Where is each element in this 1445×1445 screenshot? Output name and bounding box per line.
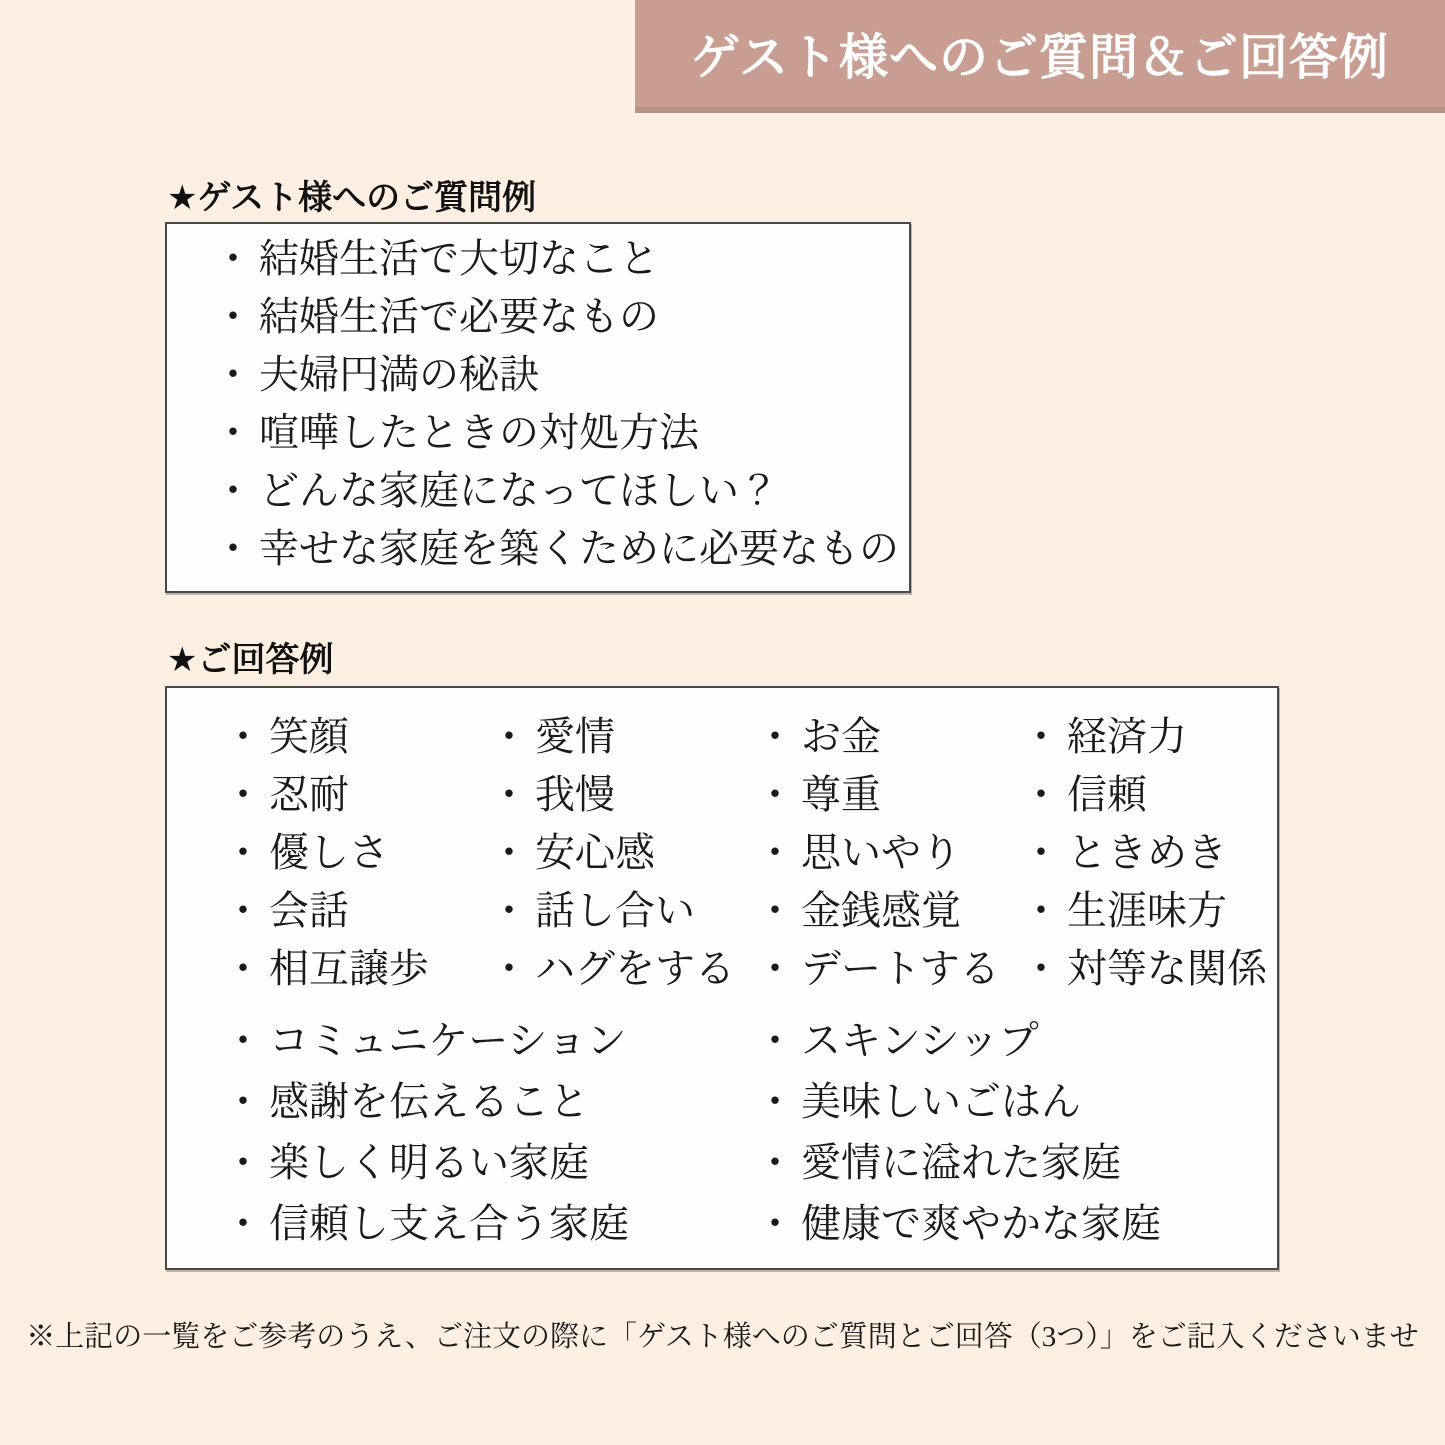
bullet-icon: ・ — [755, 1018, 795, 1063]
bullet-icon: ・ — [1021, 772, 1061, 817]
bullet-icon: ・ — [489, 830, 529, 875]
list-item — [489, 882, 755, 940]
list-item — [755, 1071, 1257, 1132]
list-item — [755, 1193, 1257, 1254]
answer-text: コミュニケーション — [269, 1018, 627, 1063]
bullet-icon: ・ — [755, 1140, 795, 1185]
answer-text: 忍耐 — [269, 772, 349, 817]
list-item — [223, 1132, 755, 1193]
list-item — [213, 288, 899, 346]
list-item — [223, 708, 489, 766]
answer-text: 愛情に溢れた家庭 — [801, 1140, 1121, 1185]
question-text: 結婚生活で必要なもの — [259, 294, 659, 339]
bullet-icon: ・ — [1021, 830, 1061, 875]
list-item — [223, 1071, 755, 1132]
list-item — [223, 766, 489, 824]
list-item — [755, 708, 1021, 766]
bullet-icon: ・ — [489, 714, 529, 759]
bullet-icon: ・ — [213, 236, 253, 281]
answer-text: 思いやり — [801, 830, 961, 875]
list-item — [223, 824, 489, 882]
list-item — [223, 1010, 755, 1071]
bullet-icon: ・ — [213, 352, 253, 397]
answer-text: 尊重 — [801, 772, 881, 817]
answer-text: 愛情 — [535, 714, 615, 759]
question-text: 喧嘩したときの対処方法 — [259, 410, 699, 455]
list-item — [1021, 766, 1267, 824]
bullet-icon: ・ — [213, 526, 253, 571]
question-text: 幸せな家庭を築くために必要なもの — [259, 526, 899, 571]
bullet-icon: ・ — [755, 888, 795, 933]
answer-text: 会話 — [269, 888, 349, 933]
bullet-icon: ・ — [223, 1018, 263, 1063]
answer-text: 生涯味方 — [1067, 888, 1227, 933]
list-item — [1021, 940, 1267, 998]
bullet-icon: ・ — [223, 1201, 263, 1246]
bullet-icon: ・ — [213, 410, 253, 455]
list-item — [223, 940, 489, 998]
answer-text: 相互譲歩 — [269, 946, 429, 991]
question-text: どんな家庭になってほしい？ — [259, 468, 779, 513]
list-item — [489, 708, 755, 766]
list-item — [489, 766, 755, 824]
question-text: 結婚生活で大切なこと — [259, 236, 659, 281]
answer-text: 我慢 — [535, 772, 615, 817]
answer-text: 優しさ — [269, 830, 389, 875]
bullet-icon: ・ — [223, 946, 263, 991]
header-banner — [635, 0, 1445, 113]
answers-grid-2col — [223, 1010, 1257, 1254]
bullet-icon: ・ — [1021, 714, 1061, 759]
answer-text: 対等な関係 — [1067, 946, 1267, 991]
bullet-icon: ・ — [489, 772, 529, 817]
answer-text: ハグをする — [535, 946, 735, 991]
list-item — [223, 882, 489, 940]
list-item — [213, 346, 899, 404]
answer-text: 安心感 — [535, 830, 655, 875]
bullet-icon: ・ — [755, 830, 795, 875]
answer-text: スキンシップ — [801, 1018, 1039, 1063]
question-text: 夫婦円満の秘訣 — [259, 352, 539, 397]
bullet-icon: ・ — [755, 772, 795, 817]
list-item — [755, 882, 1021, 940]
list-item — [213, 520, 899, 578]
bullet-icon: ・ — [213, 468, 253, 513]
answers-grid-4col — [223, 708, 1267, 998]
bullet-icon: ・ — [223, 1140, 263, 1185]
answer-text: 信頼し支え合う家庭 — [269, 1201, 629, 1246]
bullet-icon: ・ — [223, 772, 263, 817]
bullet-icon: ・ — [755, 1079, 795, 1124]
page-title: ゲスト様へのご質問＆ご回答例 — [690, 30, 1390, 85]
list-item — [213, 404, 899, 462]
answer-text: 感謝を伝えること — [269, 1079, 589, 1124]
bullet-icon: ・ — [223, 830, 263, 875]
answers-box — [165, 686, 1279, 1270]
answer-text: 金銭感覚 — [801, 888, 961, 933]
bullet-icon: ・ — [755, 1201, 795, 1246]
bullet-icon: ・ — [755, 946, 795, 991]
list-item — [1021, 882, 1267, 940]
list-item — [755, 766, 1021, 824]
answer-text: 美味しいごはん — [801, 1079, 1081, 1124]
list-item — [755, 940, 1021, 998]
bullet-icon: ・ — [489, 946, 529, 991]
bullet-icon: ・ — [755, 714, 795, 759]
answer-text: 笑顔 — [269, 714, 349, 759]
list-item — [755, 824, 1021, 882]
list-item — [213, 462, 899, 520]
answer-text: 楽しく明るい家庭 — [269, 1140, 589, 1185]
list-item — [755, 1132, 1257, 1193]
answer-text: お金 — [801, 714, 881, 759]
list-item — [213, 230, 899, 288]
list-item — [223, 1193, 755, 1254]
list-item — [1021, 708, 1267, 766]
bullet-icon: ・ — [1021, 946, 1061, 991]
footer-note: ※上記の一覧をご参考のうえ、ご注文の際に「ゲスト様へのご質問とご回答（3つ）」をご記入くださいませ — [26, 1321, 1419, 1353]
bullet-icon: ・ — [223, 888, 263, 933]
list-item — [489, 824, 755, 882]
answers-section-title: ★ご回答例 — [167, 641, 334, 679]
bullet-icon: ・ — [213, 294, 253, 339]
answer-text: デートする — [801, 946, 1000, 991]
answer-text: 話し合い — [535, 888, 695, 933]
list-item — [489, 940, 755, 998]
questions-section-title: ★ゲスト様へのご質問例 — [167, 179, 537, 217]
bullet-icon: ・ — [1021, 888, 1061, 933]
bullet-icon: ・ — [489, 888, 529, 933]
answer-text: ときめき — [1067, 830, 1227, 875]
list-item — [755, 1010, 1257, 1071]
answer-text: 健康で爽やかな家庭 — [801, 1201, 1161, 1246]
bullet-icon: ・ — [223, 1079, 263, 1124]
questions-box — [165, 222, 911, 593]
list-item — [1021, 824, 1267, 882]
answer-text: 経済力 — [1067, 714, 1187, 759]
answer-text: 信頼 — [1067, 772, 1147, 817]
bullet-icon: ・ — [223, 714, 263, 759]
